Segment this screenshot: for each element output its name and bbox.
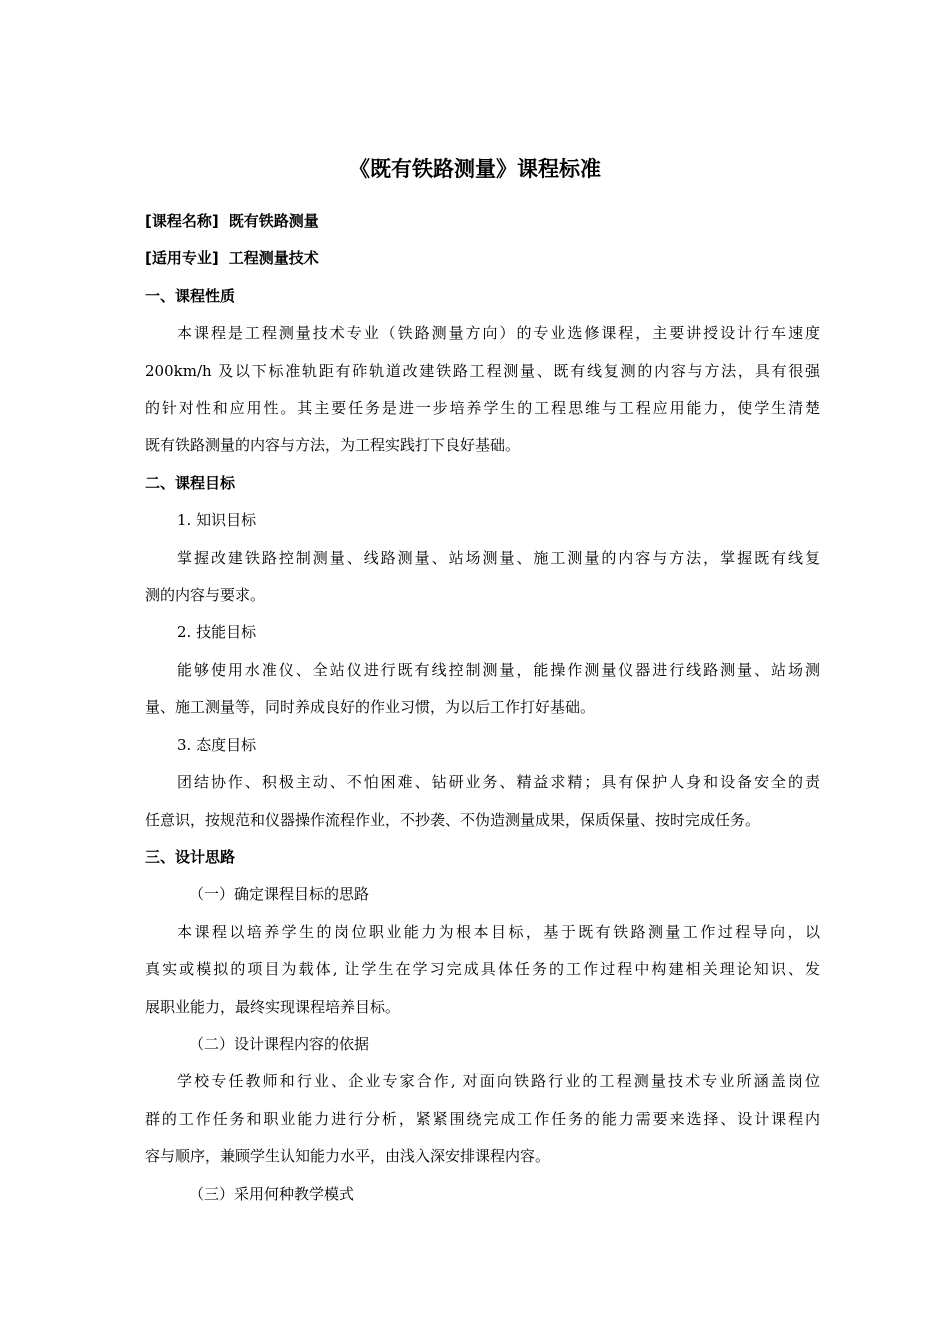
subheading-skill: 2. 技能目标 [177,623,257,642]
section-heading-3: 三、设计思路 [145,847,236,866]
paragraph-line: 能够使用水准仪、全站仪进行既有线控制测量，能操作测量仪器进行线路测量、站场测 [177,660,820,679]
course-name-value: 既有铁路测量 [228,212,319,230]
paragraph-line: 测的内容与要求。 [145,586,266,605]
subheading-teaching-mode: （三）采用何种教学模式 [189,1184,355,1203]
subheading-course-goal: （一）确定课程目标的思路 [189,885,370,904]
paragraph-line: 的针对性和应用性。其主要任务是进一步培养学生的工程思维与工程应用能力，使学生清楚 [145,399,820,418]
paragraph-line: 掌握改建铁路控制测量、线路测量、站场测量、施工测量的内容与方法，掌握既有线复 [177,548,820,567]
paragraph-line: 本课程以培养学生的岗位职业能力为根本目标，基于既有铁路测量工作过程导向，以 [177,922,820,941]
paragraph-line: 容与顺序，兼顾学生认知能力水平，由浅入深安排课程内容。 [145,1147,551,1166]
meta-major [145,240,820,277]
section-heading-1: 一、课程性质 [145,286,236,305]
paragraph-line: 任意识，按规范和仪器操作流程作业，不抄袭、不伪造测量成果，保质保量、按时完成任务。 [145,810,761,829]
paragraph-line: 200km/h 及以下标准轨距有砟轨道改建铁路工程测量、既有线复测的内容与方法，具有很强 [145,361,820,380]
document-body [145,203,820,1213]
major-value: 工程测量技术 [228,249,319,268]
paragraph-line: 展职业能力，最终实现课程培养目标。 [145,997,401,1016]
subheading-content-basis: （二）设计课程内容的依据 [189,1034,370,1053]
major-label: [适用专业] [145,249,219,268]
paragraph-line: 学校专任教师和行业、企业专家合作, 对面向铁路行业的工程测量技术专业所涵盖岗位 [177,1072,820,1091]
paragraph-line: 团结协作、积极主动、不怕困难、钻研业务、精益求精；具有保护人身和设备安全的责 [177,773,820,792]
paragraph-line: 既有铁路测量的内容与方法，为工程实践打下良好基础。 [145,436,521,455]
paragraph-line: 量、施工测量等，同时养成良好的作业习惯，为以后工作打好基础。 [145,698,596,717]
document-title: 《既有铁路测量》课程标准 [349,157,601,181]
paragraph-line: 真实或模拟的项目为载体, 让学生在学习完成具体任务的工作过程中构建相关理论知识、发 [145,960,820,979]
course-name-label: [课程名称] [145,212,219,230]
meta-course-name [145,203,820,240]
subheading-attitude: 3. 态度目标 [177,735,257,754]
subheading-knowledge: 1. 知识目标 [177,511,257,530]
section-heading-2: 二、课程目标 [145,473,236,492]
paragraph-line: 本课程是工程测量技术专业（铁路测量方向）的专业选修课程，主要讲授设计行车速度 [177,324,820,343]
paragraph-line: 群的工作任务和职业能力进行分析，紧紧围绕完成工作任务的能力需要来选择、设计课程内 [145,1109,820,1128]
